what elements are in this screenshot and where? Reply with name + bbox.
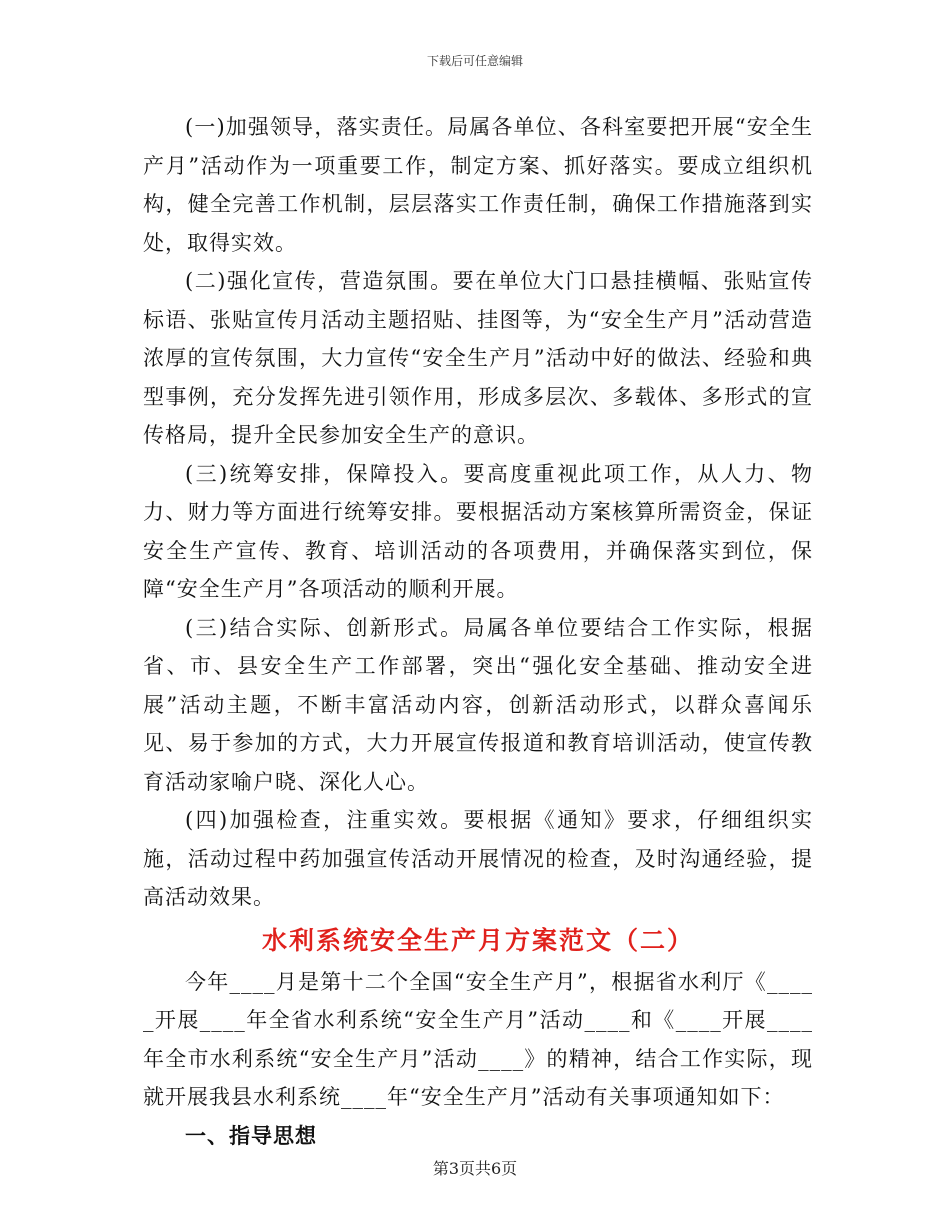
heading-guiding-ideology: 一、指导思想 <box>185 1122 317 1148</box>
intro-paragraph: 今年____月是第十二个全国“安全生产月”，根据省水利厅《_____开展____年全省水利系统“安全生产月”活动____和《____开展____年全市水利系统“安全生产月”活动____》的精神，结合工作实际，现就开展我县水利系统____年“安全生产月”活动有关事项通知如下： <box>143 969 813 1109</box>
paragraph-leadership: (一)加强领导，落实责任。局属各单位、各科室要把开展“安全生产月”活动作为一项重要工作，制定方案、抓好落实。要成立组织机构，健全完善工作机制，层层落实工作责任制，确保工作措施落到实处，取得实效。 <box>143 115 813 255</box>
paragraph-planning: (三)统筹安排，保障投入。要高度重视此项工作，从人力、物力、财力等方面进行统筹安排。要根据活动方案核算所需资金，保证安全生产宣传、教育、培训活动的各项费用，并确保落实到位，保障“安全生产月”各项活动的顺利开展。 <box>143 461 813 601</box>
page-number: 第3页共6页 <box>432 1159 518 1178</box>
section-title: 水利系统安全生产月方案范文（二） <box>261 925 694 955</box>
paragraph-publicity: (二)强化宣传，营造氛围。要在单位大门口悬挂横幅、张贴宣传标语、张贴宣传月活动主题招贴、挂图等，为“安全生产月”活动营造浓厚的宣传氛围，大力宣传“安全生产月”活动中好的做法、经验和典型事例，充分发挥先进引领作用，形成多层次、多载体、多形式的宣传格局，提升全民参加安全生产的意识。 <box>143 269 813 447</box>
document-body <box>143 108 813 1155</box>
page-header: 下载后可任意编辑 <box>426 54 523 68</box>
paragraph-innovation: (三)结合实际、创新形式。局属各单位要结合工作实际，根据省、市、县安全生产工作部署，突出“强化安全基础、推动安全进展”活动主题，不断丰富活动内容，创新活动形式，以群众喜闻乐见、易于参加的方式，大力开展宣传报道和教育培训活动，使宣传教育活动家喻户晓、深化人心。 <box>143 615 813 794</box>
paragraph-inspection: (四)加强检查，注重实效。要根据《通知》要求，仔细组织实施，活动过程中药加强宣传活动开展情况的检查，及时沟通经验，提高活动效果。 <box>143 808 813 909</box>
